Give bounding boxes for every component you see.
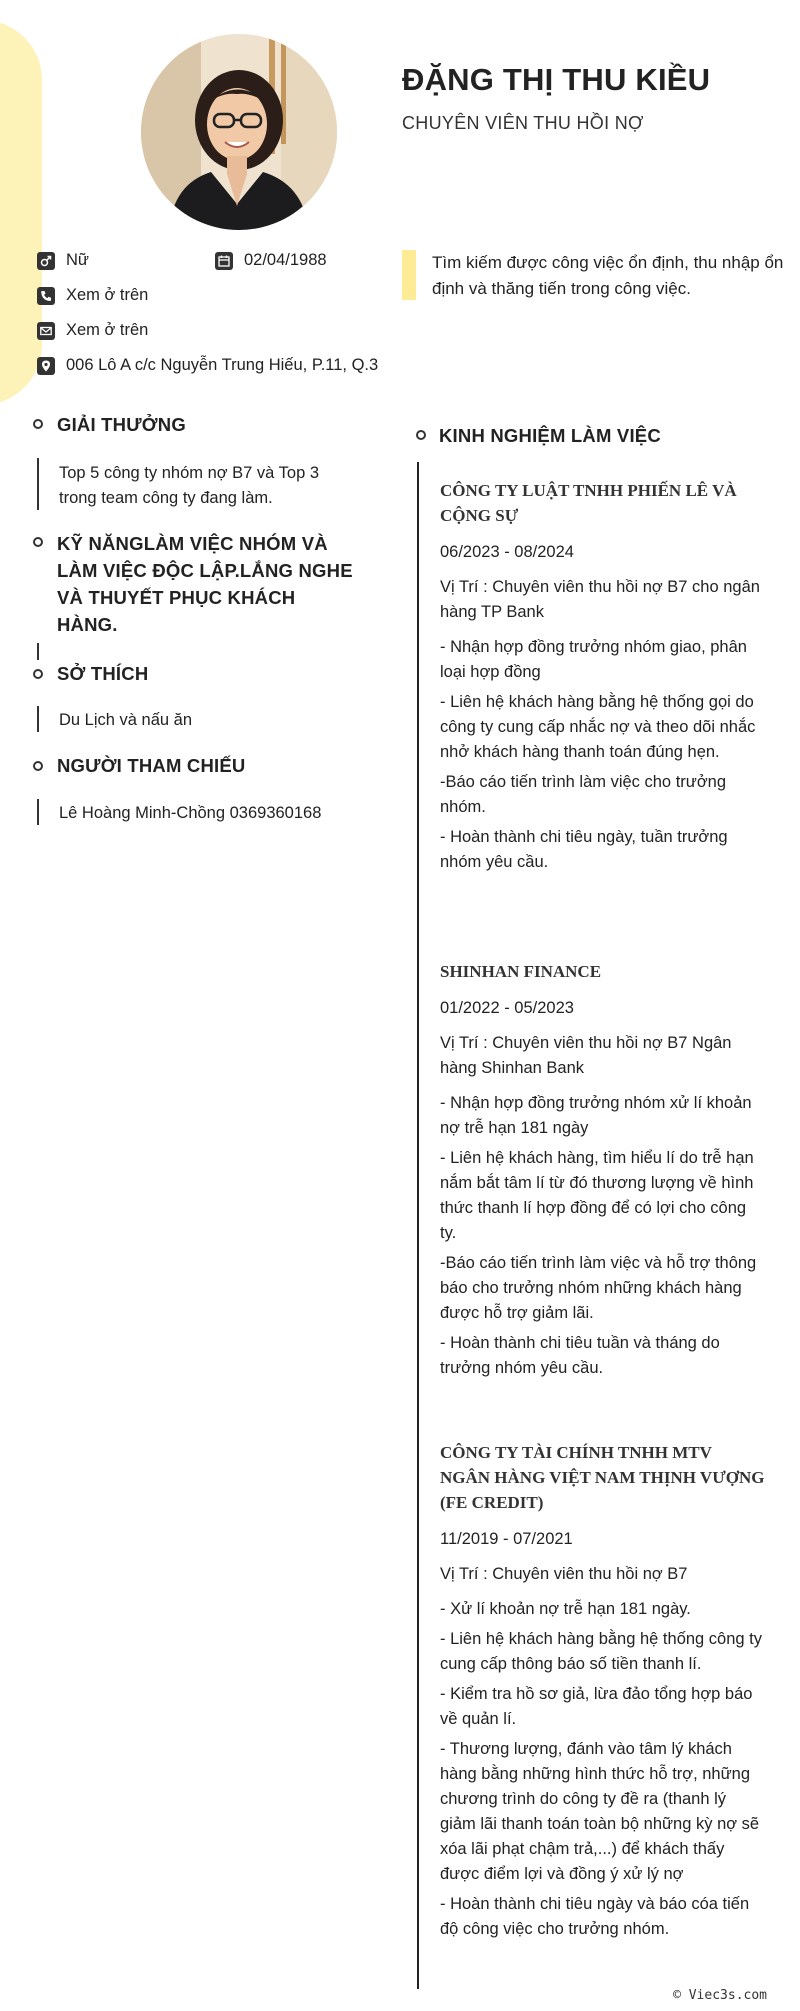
duty-list <box>440 1091 765 1381</box>
company-name: SHINHAN FINANCE <box>440 962 602 981</box>
duty-item: - Kiểm tra hồ sơ giả, lừa đảo tổng hợp báo về quản lí. <box>440 1685 753 1728</box>
awards-heading: GIẢI THƯỞNG <box>57 414 186 435</box>
references-dot <box>33 761 43 771</box>
duty-item: - Hoàn thành chi tiêu tuần và tháng do trưởng nhóm yêu cầu. <box>440 1334 720 1377</box>
position-title: Vị Trí : Chuyên viên thu hồi nợ B7 cho ngân hàng TP Bank <box>440 578 760 621</box>
duty-item: -Báo cáo tiến trình làm việc và hỗ trợ thông báo cho trưởng nhóm những khách hàng được hỗ trợ giảm lãi. <box>440 1254 757 1322</box>
references-heading: NGƯỜI THAM CHIẾU <box>57 755 246 776</box>
watermark: © Viec3s.com <box>673 1988 767 2003</box>
experience-heading: KINH NGHIỆM LÀM VIỆC <box>439 425 661 446</box>
position-title: Vị Trí : Chuyên viên thu hồi nợ B7 Ngân hàng Shinhan Bank <box>440 1034 732 1077</box>
employment-dates: 01/2022 - 05/2023 <box>440 999 574 1017</box>
duty-item: - Liên hệ khách hàng, tìm hiểu lí do trễ hạn nắm bắt tâm lí từ đó thương lượng về hình thức thanh lí hợp đồng để có lợi cho công ty. <box>440 1149 754 1242</box>
calendar-icon <box>215 252 233 270</box>
decorative-yellow-arc <box>0 20 42 405</box>
experience-dot <box>416 430 426 440</box>
location-pin-icon <box>37 357 55 375</box>
skills-dot <box>33 537 43 547</box>
duty-item: - Liên hệ khách hàng bằng hệ thống công ty cung cấp thông báo số tiền thanh lí. <box>440 1630 762 1673</box>
duty-item: -Báo cáo tiến trình làm việc cho trưởng nhóm. <box>440 773 726 816</box>
duty-list <box>440 1597 765 1942</box>
address-value: 006 Lô A c/c Nguyễn Trung Hiếu, P.11, Q.3 <box>66 356 379 374</box>
employment-dates: 06/2023 - 08/2024 <box>440 543 574 561</box>
hobbies-line <box>37 706 39 732</box>
candidate-title: CHUYÊN VIÊN THU HỒI NỢ <box>402 113 644 133</box>
awards-text: Top 5 công ty nhóm nợ B7 và Top 3 trong team công ty đang làm. <box>59 464 320 507</box>
gender-icon <box>37 252 55 270</box>
company-name: CÔNG TY TÀI CHÍNH TNHH MTV NGÂN HÀNG VIỆT NAM THỊNH VƯỢNG (FE CREDIT) <box>440 1443 765 1512</box>
duty-item: - Nhận hợp đồng trưởng nhóm giao, phân loại hợp đồng <box>440 638 747 681</box>
duty-list <box>440 635 765 875</box>
experience-item <box>440 1440 765 1942</box>
references-line <box>37 799 39 825</box>
awards-dot <box>33 419 43 429</box>
hobbies-text: Du Lịch và nấu ăn <box>59 711 193 729</box>
duty-item: - Liên hệ khách hàng bằng hệ thống gọi do công ty cung cấp nhắc nợ và theo dõi nhắc nhở khách hàng thanh toán đúng hẹn. <box>440 693 756 761</box>
birthday-row <box>215 251 327 270</box>
avatar-photo <box>141 34 337 230</box>
email-row <box>37 321 148 340</box>
objective-accent-bar <box>402 250 416 300</box>
duty-item: - Hoàn thành chi tiêu ngày, tuần trưởng nhóm yêu cầu. <box>440 828 728 871</box>
candidate-name: ĐẶNG THỊ THU KIỀU <box>402 62 711 97</box>
skills-heading: KỸ NĂNGLÀM VIỆC NHÓM VÀ LÀM VIỆC ĐỘC LẬP.LẮNG NGHE VÀ THUYẾT PHỤC KHÁCH HÀNG. <box>57 533 353 635</box>
phone-row <box>37 286 148 305</box>
duty-item: - Hoàn thành chi tiêu ngày và báo cóa tiến độ công việc cho trưởng nhóm. <box>440 1895 750 1938</box>
duty-item: - Xử lí khoản nợ trễ hạn 181 ngày. <box>440 1600 691 1618</box>
email-icon <box>37 322 55 340</box>
position-title: Vị Trí : Chuyên viên thu hồi nợ B7 <box>440 1565 688 1583</box>
email-value: Xem ở trên <box>66 321 149 339</box>
phone-icon <box>37 287 55 305</box>
company-name: CÔNG TY LUẬT TNHH PHIẾN LÊ VÀ CỘNG SỰ <box>440 481 737 525</box>
references-text: Lê Hoàng Minh-Chồng 0369360168 <box>59 804 322 822</box>
hobbies-heading: SỞ THÍCH <box>57 663 149 684</box>
duty-item: - Thương lượng, đánh vào tâm lý khách hàng bằng những hình thức hỗ trợ, những chương trình do công ty đề ra (thanh lý giảm lãi thanh toán toàn bộ những kỳ nợ sẽ xóa lãi phạt chậm trả,...) để khách thấy được điểm lợi và đồng ý xử lý nợ <box>440 1740 760 1883</box>
experience-item <box>440 959 765 1381</box>
avatar <box>141 34 337 230</box>
duty-item: - Nhận hợp đồng trưởng nhóm xử lí khoản nợ trễ hạn 181 ngày <box>440 1094 752 1137</box>
address-row <box>37 356 378 375</box>
skills-line <box>37 643 39 660</box>
career-objective: Tìm kiếm được công việc ổn định, thu nhập ổn định và thăng tiến trong công việc. <box>432 253 784 298</box>
experience-timeline <box>417 462 419 1989</box>
phone-value: Xem ở trên <box>66 286 149 304</box>
employment-dates: 11/2019 - 07/2021 <box>440 1530 573 1548</box>
awards-line <box>37 458 39 510</box>
experience-item <box>440 478 765 875</box>
gender-value: Nữ <box>66 251 89 269</box>
gender-row <box>37 251 89 270</box>
hobbies-dot <box>33 669 43 679</box>
birthday-value: 02/04/1988 <box>244 251 327 269</box>
